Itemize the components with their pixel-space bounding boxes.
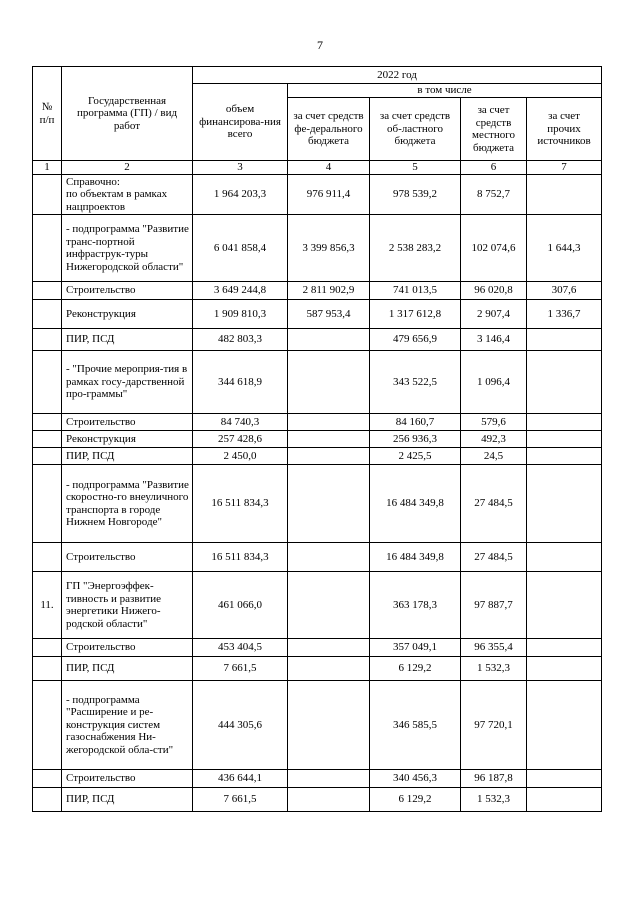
cell-local: 96 020,8 [461, 282, 527, 300]
cell-no [33, 329, 62, 351]
cell-total: 2 450,0 [193, 448, 288, 465]
cell-federal [288, 657, 370, 681]
cell-regional: 343 522,5 [370, 351, 461, 414]
cell-regional: 340 456,3 [370, 770, 461, 788]
cell-regional: 346 585,5 [370, 681, 461, 770]
table-row [33, 465, 602, 543]
cell-total: 16 511 834,3 [193, 465, 288, 543]
cell-name: Строительство [62, 639, 193, 657]
table-row [33, 351, 602, 414]
cell-other [527, 543, 602, 572]
cell-regional: 6 129,2 [370, 788, 461, 812]
cell-federal [288, 351, 370, 414]
cell-federal [288, 448, 370, 465]
cell-local: 2 907,4 [461, 300, 527, 329]
cell-local: 97 720,1 [461, 681, 527, 770]
cell-federal [288, 788, 370, 812]
table-row [33, 431, 602, 448]
cell-name: ПИР, ПСД [62, 657, 193, 681]
cell-regional: 978 539,2 [370, 175, 461, 215]
table-row [33, 788, 602, 812]
cell-federal: 976 911,4 [288, 175, 370, 215]
cell-no [33, 770, 62, 788]
table-row [33, 657, 602, 681]
cell-total: 6 041 858,4 [193, 215, 288, 282]
table-row [33, 414, 602, 431]
cell-federal: 587 953,4 [288, 300, 370, 329]
cell-other [527, 431, 602, 448]
cell-other: 307,6 [527, 282, 602, 300]
header-number: 6 [461, 161, 527, 175]
cell-total: 344 618,9 [193, 351, 288, 414]
cell-local: 492,3 [461, 431, 527, 448]
cell-federal [288, 770, 370, 788]
cell-regional: 6 129,2 [370, 657, 461, 681]
cell-no [33, 431, 62, 448]
cell-name: Строительство [62, 770, 193, 788]
cell-federal: 3 399 856,3 [288, 215, 370, 282]
cell-local: 1 532,3 [461, 788, 527, 812]
table-header [33, 67, 602, 175]
cell-name: Строительство [62, 282, 193, 300]
cell-local: 27 484,5 [461, 543, 527, 572]
financing-table [32, 66, 602, 812]
header-number: 5 [370, 161, 461, 175]
page-number: 7 [317, 38, 323, 52]
cell-local: 3 146,4 [461, 329, 527, 351]
cell-other [527, 788, 602, 812]
cell-total: 453 404,5 [193, 639, 288, 657]
table-row [33, 681, 602, 770]
cell-no [33, 351, 62, 414]
header-federal: за счет средств фе-дерального бюджета [288, 98, 370, 161]
cell-federal [288, 681, 370, 770]
cell-name: ПИР, ПСД [62, 788, 193, 812]
cell-other [527, 448, 602, 465]
table-row [33, 448, 602, 465]
cell-no [33, 175, 62, 215]
cell-other [527, 657, 602, 681]
header-numbers-row [33, 161, 602, 175]
cell-local: 1 532,3 [461, 657, 527, 681]
table-row [33, 175, 602, 215]
cell-other [527, 351, 602, 414]
cell-federal [288, 431, 370, 448]
header-number: 7 [527, 161, 602, 175]
cell-no [33, 657, 62, 681]
cell-other [527, 770, 602, 788]
cell-total: 1 964 203,3 [193, 175, 288, 215]
cell-name: - подпрограмма "Расширение и ре-конструкция систем газоснабжения Ни-жегородской обла-сти" [62, 681, 193, 770]
cell-no [33, 465, 62, 543]
cell-local: 27 484,5 [461, 465, 527, 543]
cell-regional: 84 160,7 [370, 414, 461, 431]
cell-name: - "Прочие мероприя-тия в рамках госу-дарственной про-граммы" [62, 351, 193, 414]
cell-no [33, 639, 62, 657]
table-row [33, 770, 602, 788]
cell-total: 16 511 834,3 [193, 543, 288, 572]
cell-total: 482 803,3 [193, 329, 288, 351]
cell-no [33, 681, 62, 770]
cell-name: ПИР, ПСД [62, 329, 193, 351]
cell-no [33, 215, 62, 282]
cell-local: 579,6 [461, 414, 527, 431]
cell-no: 11. [33, 572, 62, 639]
cell-regional: 16 484 349,8 [370, 465, 461, 543]
header-regional: за счет средств об-ластного бюджета [370, 98, 461, 161]
cell-local: 1 096,4 [461, 351, 527, 414]
header-total: объем финансирова-ния всего [193, 84, 288, 161]
cell-federal [288, 329, 370, 351]
table-row [33, 300, 602, 329]
header-number: 1 [33, 161, 62, 175]
table-row [33, 215, 602, 282]
header-program: Государственная программа (ГП) / вид работ [62, 67, 193, 161]
cell-local: 96 187,8 [461, 770, 527, 788]
cell-local: 96 355,4 [461, 639, 527, 657]
cell-federal [288, 572, 370, 639]
table-row [33, 282, 602, 300]
header-number: 3 [193, 161, 288, 175]
header-no: № п/п [33, 67, 62, 161]
cell-no [33, 282, 62, 300]
header-including: в том числе [288, 84, 602, 98]
cell-name: ГП "Энергоэффек-тивность и развитие энергетики Нижего-родской области" [62, 572, 193, 639]
cell-no [33, 448, 62, 465]
table-row [33, 639, 602, 657]
cell-total: 7 661,5 [193, 788, 288, 812]
cell-federal: 2 811 902,9 [288, 282, 370, 300]
cell-name: - подпрограмма "Развитие транс-портной инфраструк-туры Нижегородской области" [62, 215, 193, 282]
cell-total: 7 661,5 [193, 657, 288, 681]
cell-no [33, 300, 62, 329]
cell-other [527, 572, 602, 639]
cell-name: Реконструкция [62, 300, 193, 329]
cell-federal [288, 639, 370, 657]
table-body [33, 175, 602, 812]
header-local: за счет средств местного бюджета [461, 98, 527, 161]
cell-no [33, 543, 62, 572]
cell-federal [288, 543, 370, 572]
cell-other [527, 681, 602, 770]
cell-local: 8 752,7 [461, 175, 527, 215]
header-other: за счет прочих источников [527, 98, 602, 161]
table-row [33, 572, 602, 639]
cell-regional: 16 484 349,8 [370, 543, 461, 572]
table-row [33, 329, 602, 351]
cell-total: 436 644,1 [193, 770, 288, 788]
cell-total: 257 428,6 [193, 431, 288, 448]
cell-total: 1 909 810,3 [193, 300, 288, 329]
cell-name: Строительство [62, 543, 193, 572]
cell-regional: 741 013,5 [370, 282, 461, 300]
cell-other [527, 175, 602, 215]
cell-total: 84 740,3 [193, 414, 288, 431]
cell-regional: 479 656,9 [370, 329, 461, 351]
cell-name: Реконструкция [62, 431, 193, 448]
cell-name: ПИР, ПСД [62, 448, 193, 465]
cell-no [33, 788, 62, 812]
cell-local: 102 074,6 [461, 215, 527, 282]
cell-other [527, 414, 602, 431]
cell-other: 1 644,3 [527, 215, 602, 282]
cell-other [527, 329, 602, 351]
cell-regional: 1 317 612,8 [370, 300, 461, 329]
cell-federal [288, 414, 370, 431]
cell-regional: 2 538 283,2 [370, 215, 461, 282]
cell-regional: 2 425,5 [370, 448, 461, 465]
cell-no [33, 414, 62, 431]
cell-total: 461 066,0 [193, 572, 288, 639]
cell-regional: 256 936,3 [370, 431, 461, 448]
cell-name: - подпрограмма "Развитие скоростно-го внеуличного транспорта в городе Нижнем Новгороде" [62, 465, 193, 543]
cell-other [527, 465, 602, 543]
cell-regional: 357 049,1 [370, 639, 461, 657]
cell-federal [288, 465, 370, 543]
header-number: 4 [288, 161, 370, 175]
cell-local: 24,5 [461, 448, 527, 465]
cell-other: 1 336,7 [527, 300, 602, 329]
cell-name: Строительство [62, 414, 193, 431]
cell-name: Справочно: по объектам в рамках нацпроектов [62, 175, 193, 215]
cell-local: 97 887,7 [461, 572, 527, 639]
cell-other [527, 639, 602, 657]
cell-total: 444 305,6 [193, 681, 288, 770]
table-row [33, 543, 602, 572]
cell-regional: 363 178,3 [370, 572, 461, 639]
header-number: 2 [62, 161, 193, 175]
cell-total: 3 649 244,8 [193, 282, 288, 300]
header-year: 2022 год [193, 67, 602, 84]
